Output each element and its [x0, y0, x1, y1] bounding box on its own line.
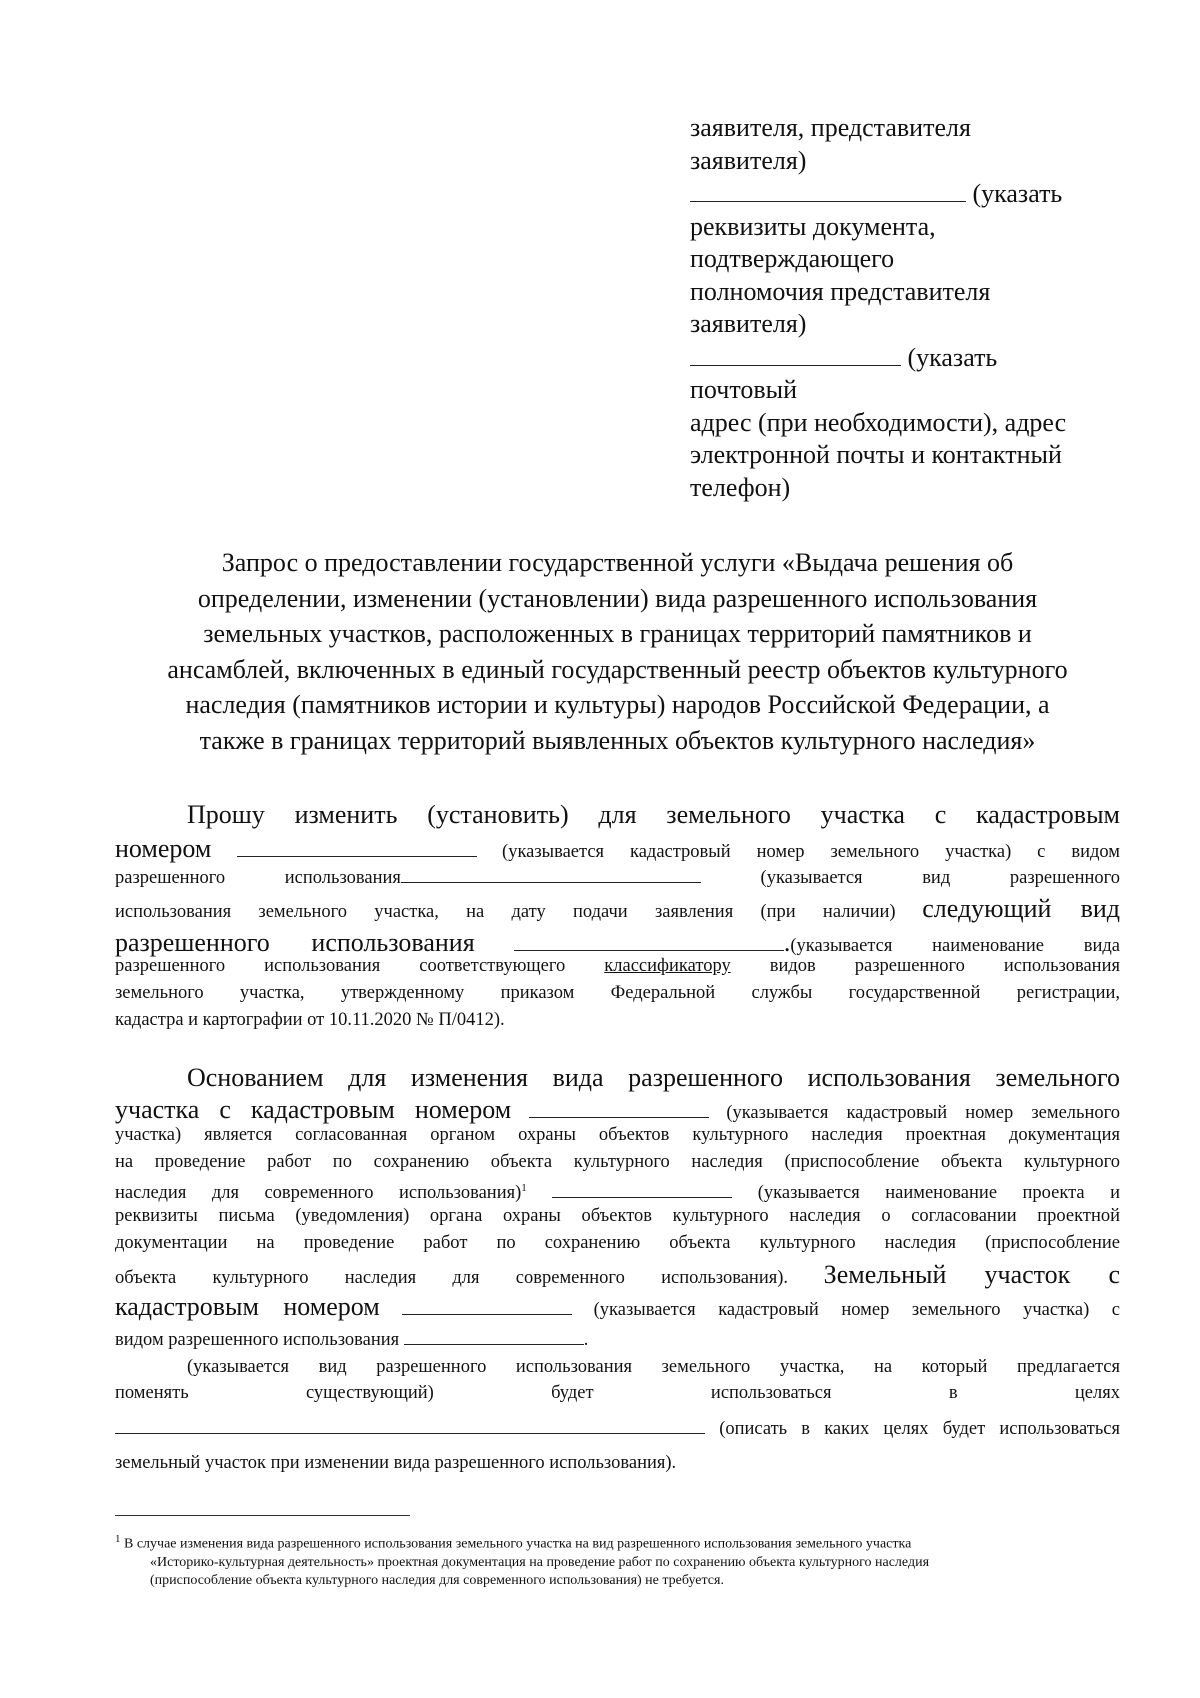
basis-paragraph — [115, 1063, 1120, 1480]
requisites-hint: (указать — [901, 342, 998, 372]
applicant-requisites-block — [690, 112, 1120, 504]
title-line: также в границах территорий выявленных объектов культурного наследия» — [199, 725, 1036, 755]
project-name-blank[interactable] — [552, 1179, 732, 1198]
paragraph-line: использования земельного участка, на дату подачи заявления (при наличии) следующий вид — [115, 894, 1120, 923]
paragraph-line: реквизиты письма (уведомления) органа охраны объектов культурного наследия о согласовании проектной — [115, 1206, 1120, 1226]
requisites-line: электронной почты и контактный — [690, 440, 1062, 469]
requisites-line: заявителя, представителя — [690, 113, 971, 142]
title-line: Запрос о предоставлении государственной услуги «Выдача решения об — [221, 548, 1014, 577]
paragraph-line: номером (указывается кадастровый номер земельного участка) с видом — [115, 834, 1120, 863]
new-use-blank[interactable] — [514, 926, 784, 951]
footnote-number: 1 — [115, 1533, 121, 1545]
footnote-mark: 1 — [521, 1181, 527, 1194]
cadastral-number-blank[interactable] — [237, 832, 477, 857]
footnote-line: $^1$ В случае изменения вида разрешенного использования земельного участка на вид разрешенного использования земельного участка — [115, 1533, 912, 1552]
requisites-line: реквизиты документа, — [690, 211, 936, 241]
paragraph-line: земельного участка, утвержденному приказом Федеральной службы государственной регистрации, — [115, 983, 1120, 1003]
paragraph-line: кадастровым номером (указывается кадастровый номер земельного участка) с — [115, 1292, 1120, 1321]
paragraph-line: Основанием для изменения вида разрешенного использования земельного — [187, 1063, 1120, 1092]
footnote-line: «Историко-культурная деятельность» проектная документация на проведение работ по сохранению объекта культурного наследия — [150, 1554, 930, 1570]
requisites-line: полномочия представителя — [690, 276, 991, 306]
requisites-line — [690, 177, 1120, 211]
paragraph-line: поменять существующий) будет использоваться в целях — [115, 1383, 1120, 1403]
use-type-blank[interactable] — [404, 1326, 584, 1345]
current-use-blank[interactable] — [401, 864, 701, 883]
paragraph-line: (описать в каких целях будет использоваться — [115, 1413, 1120, 1445]
requisites-line: заявителя) — [690, 309, 807, 338]
requisites-line: адрес (при необходимости), адрес — [690, 407, 1067, 437]
requisites-hint: (указать — [966, 179, 1063, 208]
fill-in-blank[interactable] — [690, 177, 966, 202]
paragraph-line: видом разрешенного использования . — [115, 1326, 1120, 1357]
paragraph-line: разрешенного использования (указывается вид разрешенного — [115, 864, 1120, 894]
title-line: ансамблей, включенных в единый государственный реестр объектов культурного — [167, 654, 1068, 684]
footnote — [115, 1530, 1095, 1590]
footnote-separator — [115, 1515, 410, 1516]
paragraph-line: объекта культурного наследия для современного использования). Земельный участок с — [115, 1260, 1120, 1289]
paragraph-line: земельный участок при изменении вида разрешенного использования). — [115, 1453, 677, 1473]
paragraph-line: разрешенного использования .(указывается наименование вида — [115, 928, 1120, 957]
purpose-blank[interactable] — [115, 1413, 705, 1434]
requisites-line: заявителя) — [690, 145, 807, 175]
paragraph-line: участка) является согласованная органом охраны объектов культурного наследия проектная документация — [115, 1125, 1120, 1145]
document-title — [115, 545, 1120, 758]
paragraph-line: (указывается вид разрешенного использования земельного участка, на который предлагается — [187, 1357, 1120, 1377]
request-paragraph — [115, 800, 1120, 1037]
footnote-line: (приспособление объекта культурного наследия для современного использования) не требуется. — [150, 1572, 724, 1588]
cadastral-number-blank[interactable] — [402, 1294, 572, 1315]
paragraph-line: кадастра и картографии от 10.11.2020 № П/0412). — [115, 1010, 505, 1030]
paragraph-line: наследия для современного использования)$^1$ (указывается наименование проекта и — [115, 1179, 1120, 1206]
paragraph-line: документации на проведение работ по сохранению объекта культурного наследия (приспособление — [115, 1233, 1120, 1253]
title-line: наследия (памятников истории и культуры) народов Российской Федерации, а — [185, 690, 1050, 719]
title-line: определении, изменении (установлении) вида разрешенного использования — [197, 583, 1038, 613]
requisites-line: почтовый — [690, 375, 797, 404]
title-line: земельных участков, расположенных в границах территорий памятников и — [203, 619, 1032, 648]
fill-in-blank[interactable] — [690, 341, 901, 366]
requisites-line — [690, 341, 1120, 375]
paragraph-line: Прошу изменить (установить) для земельного участка с кадастровым — [187, 800, 1120, 829]
paragraph-line: на проведение работ по сохранению объекта культурного наследия (приспособление объекта культурного — [115, 1152, 1120, 1172]
requisites-line: телефон) — [690, 472, 791, 502]
paragraph-line: участка с кадастровым номером (указывается кадастровый номер земельного — [115, 1095, 1121, 1124]
paragraph-line: разрешенного использования соответствующего классификатору видов разрешенного использования — [115, 956, 1120, 976]
classifier-link[interactable]: классификатору — [604, 956, 731, 976]
requisites-line: подтверждающего — [690, 244, 895, 273]
cadastral-number-blank[interactable] — [529, 1097, 709, 1118]
